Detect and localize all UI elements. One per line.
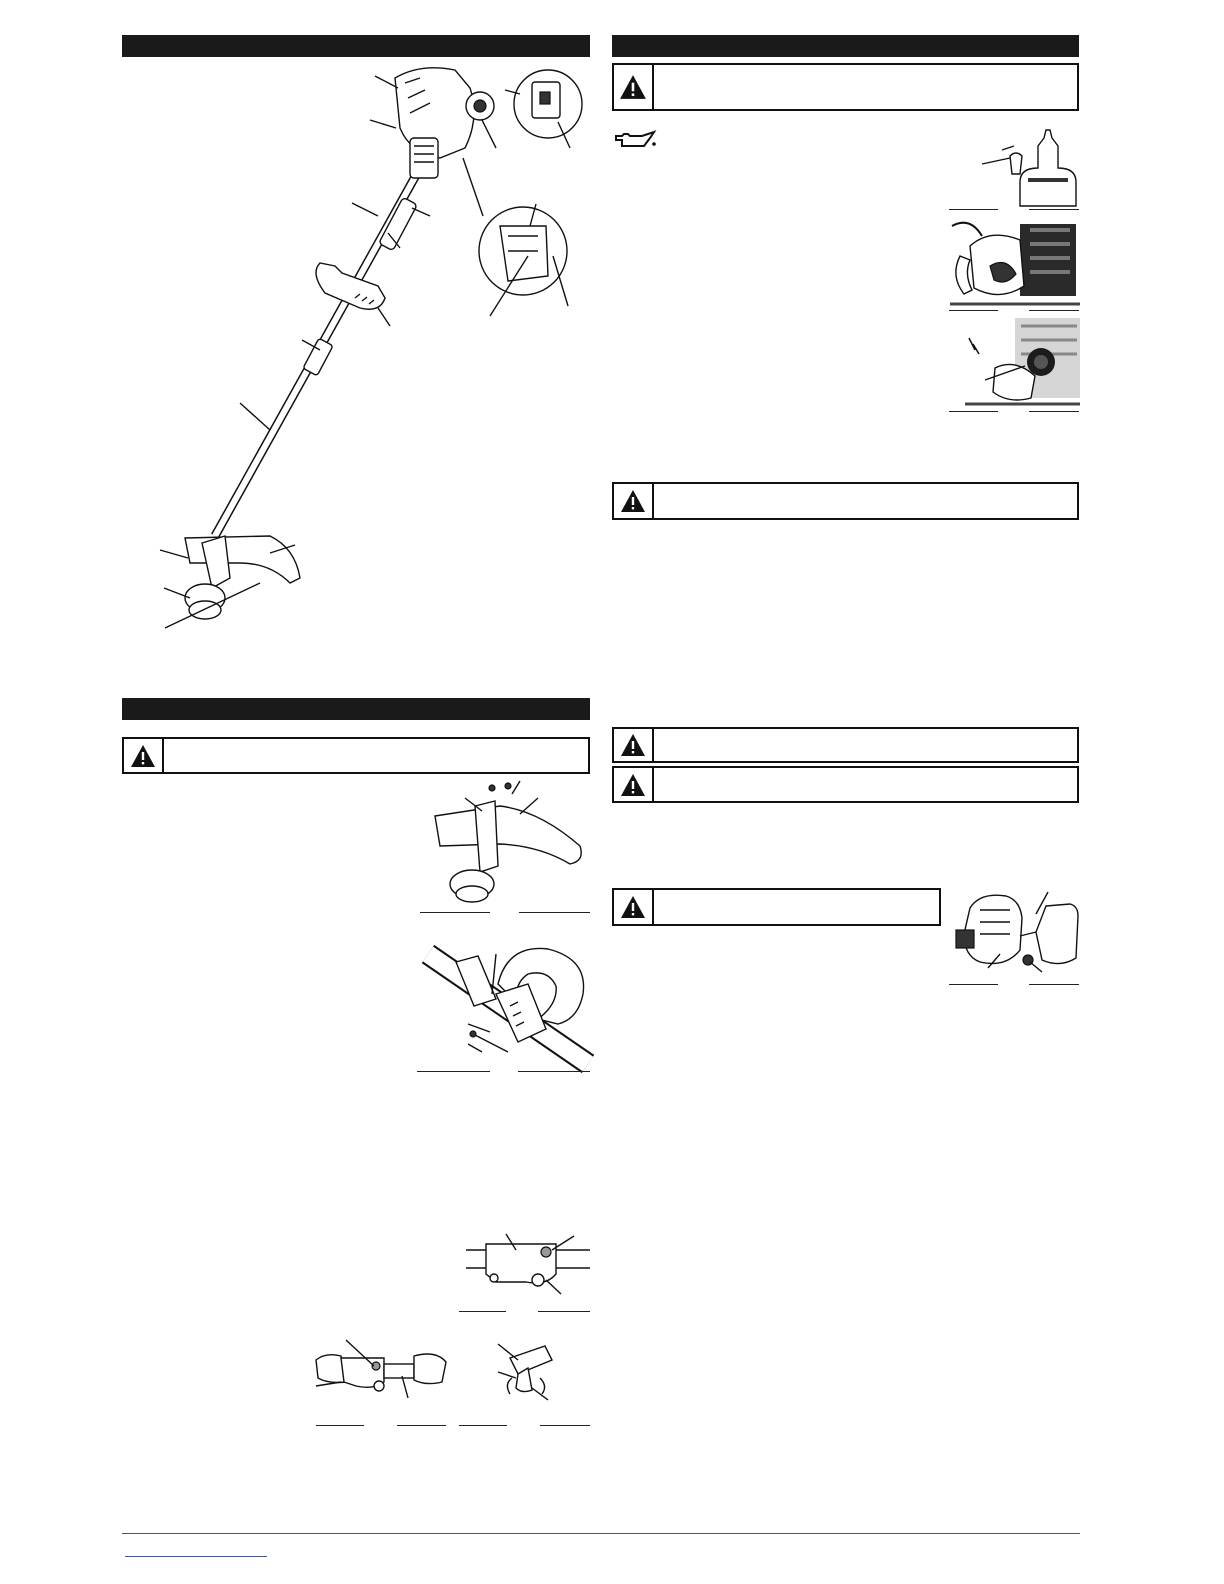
- figure-fuel-can: [950, 888, 1080, 980]
- inset-detail-bottom: [478, 196, 578, 316]
- figure-caption-rule: [949, 310, 998, 311]
- figure-caption-rule: [949, 984, 998, 985]
- section-header-bar-fuel-oil: [612, 35, 1079, 57]
- figure-oil-bottle: [980, 128, 1080, 208]
- figure-caption-rule: [397, 1425, 446, 1426]
- footer-link-underline[interactable]: [125, 1556, 267, 1557]
- figure-caption-rule: [540, 1425, 590, 1426]
- figure-caption-rule: [949, 411, 998, 412]
- warning-triangle-icon: [614, 484, 654, 518]
- figure-caption-rule: [417, 1071, 490, 1072]
- warning-box-fueling-1: [612, 727, 1079, 763]
- warning-box-assembly: [122, 737, 590, 774]
- figure-caption-rule: [459, 1311, 506, 1312]
- figure-caption-rule: [316, 1425, 364, 1426]
- figure-caption-rule: [459, 1425, 507, 1426]
- warning-triangle-icon: [614, 890, 654, 924]
- figure-guard-attachment: [420, 776, 590, 906]
- figure-caption-rule: [1029, 411, 1079, 412]
- section-header-bar-assembly: [122, 698, 590, 720]
- warning-box-fueling-2: [612, 766, 1079, 803]
- oil-can-icon: [614, 130, 658, 150]
- warning-triangle-icon: [124, 739, 164, 772]
- warning-triangle-icon: [614, 729, 654, 761]
- warning-box-fuel: [612, 63, 1079, 111]
- figure-handle-attachment: [418, 924, 590, 1064]
- figure-caption-rule: [1029, 984, 1079, 985]
- warning-triangle-icon: [614, 65, 654, 109]
- figure-caption-rule: [519, 912, 590, 913]
- figure-caption-rule: [949, 209, 998, 210]
- figure-caption-rule: [420, 912, 490, 913]
- warning-box-refuel: [612, 888, 941, 926]
- figure-caption-rule: [1029, 310, 1079, 311]
- engine-housing: [395, 68, 494, 178]
- footer-divider: [122, 1533, 1080, 1534]
- warning-box-mixing: [612, 482, 1079, 520]
- section-header-bar-product-overview: [122, 35, 590, 57]
- figure-caption-rule: [538, 1311, 590, 1312]
- figure-shaft-coupler: [466, 1234, 590, 1304]
- warning-triangle-icon: [614, 768, 654, 801]
- figure-caption-rule: [1029, 209, 1079, 210]
- assist-handle: [316, 263, 385, 309]
- figure-caption-rule: [518, 1071, 590, 1072]
- figure-coupler-knob: [490, 1338, 590, 1408]
- inset-detail-top: [510, 62, 590, 152]
- figure-engine-fill-photo: [950, 216, 1080, 309]
- figure-engine-cap-photo: [965, 318, 1080, 410]
- figure-coupler-hands: [316, 1338, 448, 1408]
